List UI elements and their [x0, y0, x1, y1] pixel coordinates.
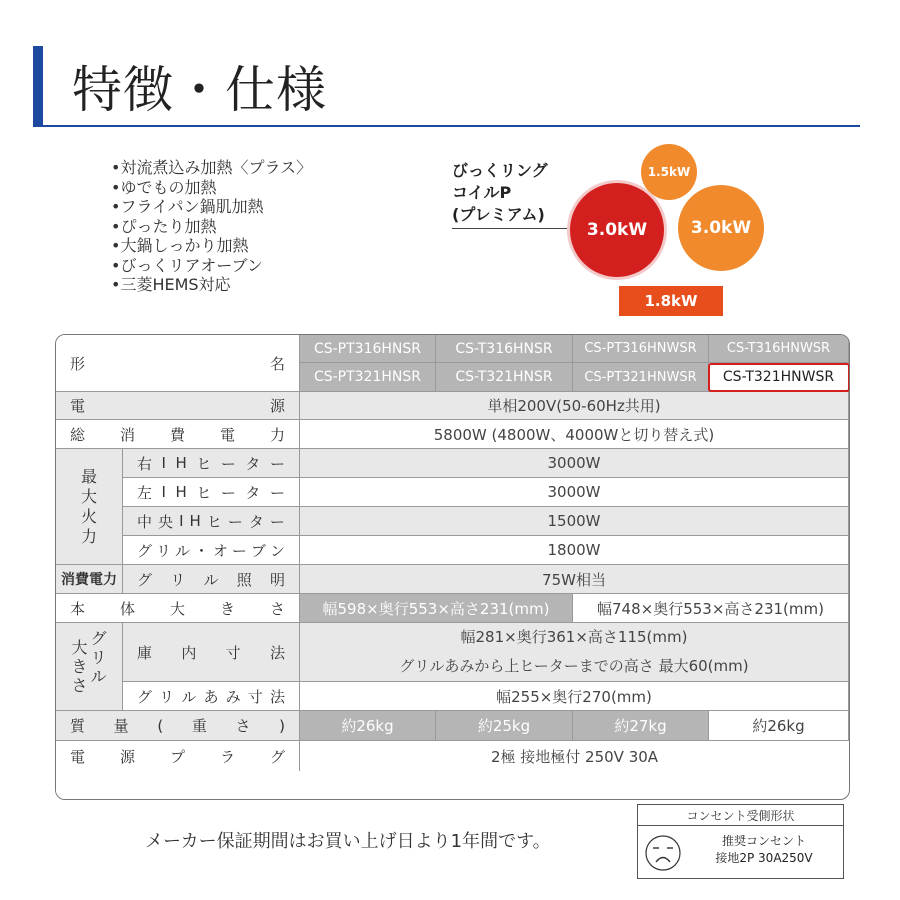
model-cell: CS-T321HNSR: [436, 363, 573, 392]
label-char: さ: [235, 717, 251, 735]
label-char: 中: [137, 512, 153, 531]
burner-center: 1.5kW: [641, 144, 697, 200]
label-char: グ: [137, 541, 153, 560]
coil-label-line: びっくリング: [452, 161, 548, 180]
outlet-text-line: 推奨コンセント: [721, 834, 806, 848]
max-fire-label: [56, 449, 123, 565]
label-char: オ: [212, 541, 228, 560]
heater-center-value: 1500W: [300, 507, 849, 536]
label-char: ル: [90, 667, 107, 686]
outlet-icon: [644, 834, 682, 872]
consumption-power-label: 消費電力: [56, 565, 123, 594]
label-char: ): [279, 716, 285, 735]
label-char: 最: [80, 466, 97, 486]
coil-label: [452, 160, 548, 226]
label-char: プ: [169, 747, 185, 766]
grill-power-badge: 1.8kW: [619, 286, 723, 316]
label-char: タ: [245, 454, 261, 473]
outlet-title: コンセント受側形状: [638, 805, 843, 826]
label-char: ル: [203, 570, 219, 589]
heater-left-label: [123, 478, 300, 507]
grill-size-label: [56, 623, 123, 711]
label-char: 寸: [247, 687, 263, 706]
plug-value: 2極 接地極付 250V 30A: [490, 747, 659, 766]
label-char: 電: [70, 747, 86, 766]
label-char: 重: [191, 717, 207, 735]
label-char: 量: [113, 717, 129, 735]
outlet-text-line: 接地2P 30A250V: [715, 851, 813, 865]
label-char: 火: [80, 506, 97, 526]
model-cell: CS-PT316HNSR: [300, 335, 436, 363]
label-char: 寸: [225, 643, 241, 662]
label-char: I: [161, 454, 166, 472]
grill-light-value: 75W相当: [300, 565, 849, 594]
burner-right: 3.0kW: [678, 185, 764, 271]
model-cell: CS-PT321HNWSR: [573, 363, 709, 392]
model-cell: CS-PT316HNWSR: [573, 335, 709, 363]
body-size-a: 幅598×奥行553×高さ231(mm): [300, 594, 573, 623]
model-cell: CS-PT321HNSR: [300, 363, 436, 392]
warranty-note: メーカー保証期間はお買い上げ日より1年間です。: [145, 831, 551, 852]
label-char: あ: [203, 687, 219, 706]
label-char: 明: [269, 570, 285, 589]
feature-item: • ゆでもの加熱: [111, 178, 312, 198]
feature-item: • びっくリアオーブン: [111, 256, 312, 276]
label-char: 体: [119, 599, 135, 618]
label-char: リ: [159, 687, 175, 706]
mesh-size-value: 幅255×奥行270(mm): [300, 682, 849, 711]
label-char: H: [189, 512, 201, 530]
label-char: き: [71, 657, 88, 676]
feature-item: • 対流煮込み加熱〈プラス〉: [111, 158, 312, 178]
title-underline: [33, 125, 860, 127]
inner-size-label: [123, 623, 300, 682]
weight-value: 約27kg: [573, 711, 709, 741]
weight-value: 約26kg: [300, 711, 436, 741]
grill-light-label: [123, 565, 300, 594]
coil-label-line: コイルP: [452, 183, 512, 202]
label-char: グ: [90, 629, 107, 648]
label-char: 力: [80, 526, 97, 546]
label-char: ー: [269, 512, 285, 531]
label-char: さ: [269, 599, 285, 618]
label-char: 法: [269, 687, 285, 706]
label-char: 内: [181, 643, 197, 662]
coil-pointer-line: [452, 228, 580, 229]
model-cell-highlight: CS-T321HNWSR: [709, 363, 849, 392]
model-cell: CS-T316HNWSR: [709, 335, 849, 363]
label-char: 源: [119, 747, 135, 766]
model-cell: CS-T316HNSR: [436, 335, 573, 363]
label-char: H: [175, 483, 187, 501]
label-char: 庫: [137, 643, 153, 662]
heater-right-label: [123, 449, 300, 478]
coil-label-line: (プレミアム): [452, 205, 545, 224]
label-char: 電: [219, 425, 235, 444]
power-label: [56, 392, 300, 420]
label-char: 本: [70, 599, 86, 618]
mesh-size-label: [123, 682, 300, 711]
plug-label: [56, 741, 300, 771]
weight-label: [56, 711, 300, 741]
label-char: ヒ: [196, 454, 212, 473]
label-char: タ: [248, 512, 264, 531]
label-char: ー: [269, 454, 285, 473]
label-char: ル: [174, 541, 190, 560]
label-char: リ: [170, 570, 186, 589]
label-char: 力: [269, 425, 285, 444]
title-accent-bar: [33, 46, 43, 126]
label-char: 左: [137, 483, 153, 502]
label-char: さ: [71, 676, 88, 695]
heater-right-value: 3000W: [300, 449, 849, 478]
grill-size-col: [71, 638, 87, 695]
inner-size-line: グリルあみから上ヒーターまでの高さ 最大60(mm): [399, 657, 749, 675]
label-char: 形: [70, 354, 86, 373]
feature-item: • 三菱HEMS対応: [111, 275, 312, 295]
label-char: ヒ: [196, 483, 212, 502]
feature-list: [111, 158, 312, 295]
grill-oven-value: 1800W: [300, 536, 849, 565]
label-char: ヒ: [206, 512, 222, 531]
outlet-text: [686, 833, 842, 867]
consumption-value: 5800W (4800W、4000Wと切り替え式): [300, 420, 849, 449]
label-char: ン: [269, 541, 285, 560]
label-char: タ: [245, 483, 261, 502]
model-label: [56, 335, 300, 392]
label-char: ブ: [250, 541, 266, 560]
label-char: 大: [169, 599, 185, 618]
feature-item: • 大鍋しっかり加熱: [111, 236, 312, 256]
label-char: き: [219, 599, 235, 618]
body-size-label: [56, 594, 300, 623]
label-char: グ: [137, 687, 153, 706]
body-size-b: 幅748×奥行553×高さ231(mm): [573, 594, 849, 623]
heater-left-value: 3000W: [300, 478, 849, 507]
label-char: (: [157, 716, 164, 735]
label-char: リ: [155, 541, 171, 560]
feature-item: • フライパン鍋肌加熱: [111, 197, 312, 217]
label-char: 源: [269, 397, 285, 415]
label-char: 電: [70, 397, 86, 415]
weight-value: 約26kg: [709, 711, 849, 741]
label-char: ー: [220, 454, 236, 473]
grill-size-col: [91, 629, 107, 686]
label-char: I: [161, 483, 166, 501]
label-char: ル: [181, 687, 197, 706]
label-char: 央: [158, 512, 174, 531]
label-char: 消: [119, 425, 135, 444]
label-char: ー: [269, 483, 285, 502]
label-char: 総: [70, 425, 86, 444]
model-highlight-frame: [708, 363, 850, 392]
label-char: グ: [269, 747, 285, 766]
grill-oven-label: [123, 536, 300, 565]
inner-size-line: 幅281×奥行361×高さ115(mm): [460, 628, 688, 646]
label-char: 大: [80, 486, 97, 506]
label-char: み: [225, 687, 241, 706]
label-char: 法: [269, 643, 285, 662]
spec-table: [55, 334, 850, 800]
power-value: 単相200V(50-60Hz共用): [300, 392, 849, 420]
heater-center-label: [123, 507, 300, 536]
label-char: 名: [269, 354, 285, 373]
label-char: リ: [90, 648, 107, 667]
label-char: グ: [137, 570, 153, 589]
inner-size-value: [300, 623, 849, 682]
label-char: 質: [70, 717, 86, 735]
weight-value: 約25kg: [436, 711, 573, 741]
label-char: 右: [137, 454, 153, 473]
label-char: 大: [71, 638, 88, 657]
outlet-box: [637, 804, 844, 879]
burner-main: 3.0kW: [570, 183, 664, 277]
consumption-label: [56, 420, 300, 449]
label-char: ー: [220, 483, 236, 502]
label-char: H: [175, 454, 187, 472]
page-title: 特徴・仕様: [72, 61, 327, 119]
label-char: ー: [227, 512, 243, 531]
feature-item: • ぴったり加熱: [111, 217, 312, 237]
label-char: ・: [193, 541, 209, 560]
label-char: ー: [231, 541, 247, 560]
label-char: 費: [169, 425, 185, 444]
label-char: 照: [236, 570, 252, 589]
label-char: ラ: [219, 747, 235, 766]
label-char: I: [179, 512, 184, 530]
